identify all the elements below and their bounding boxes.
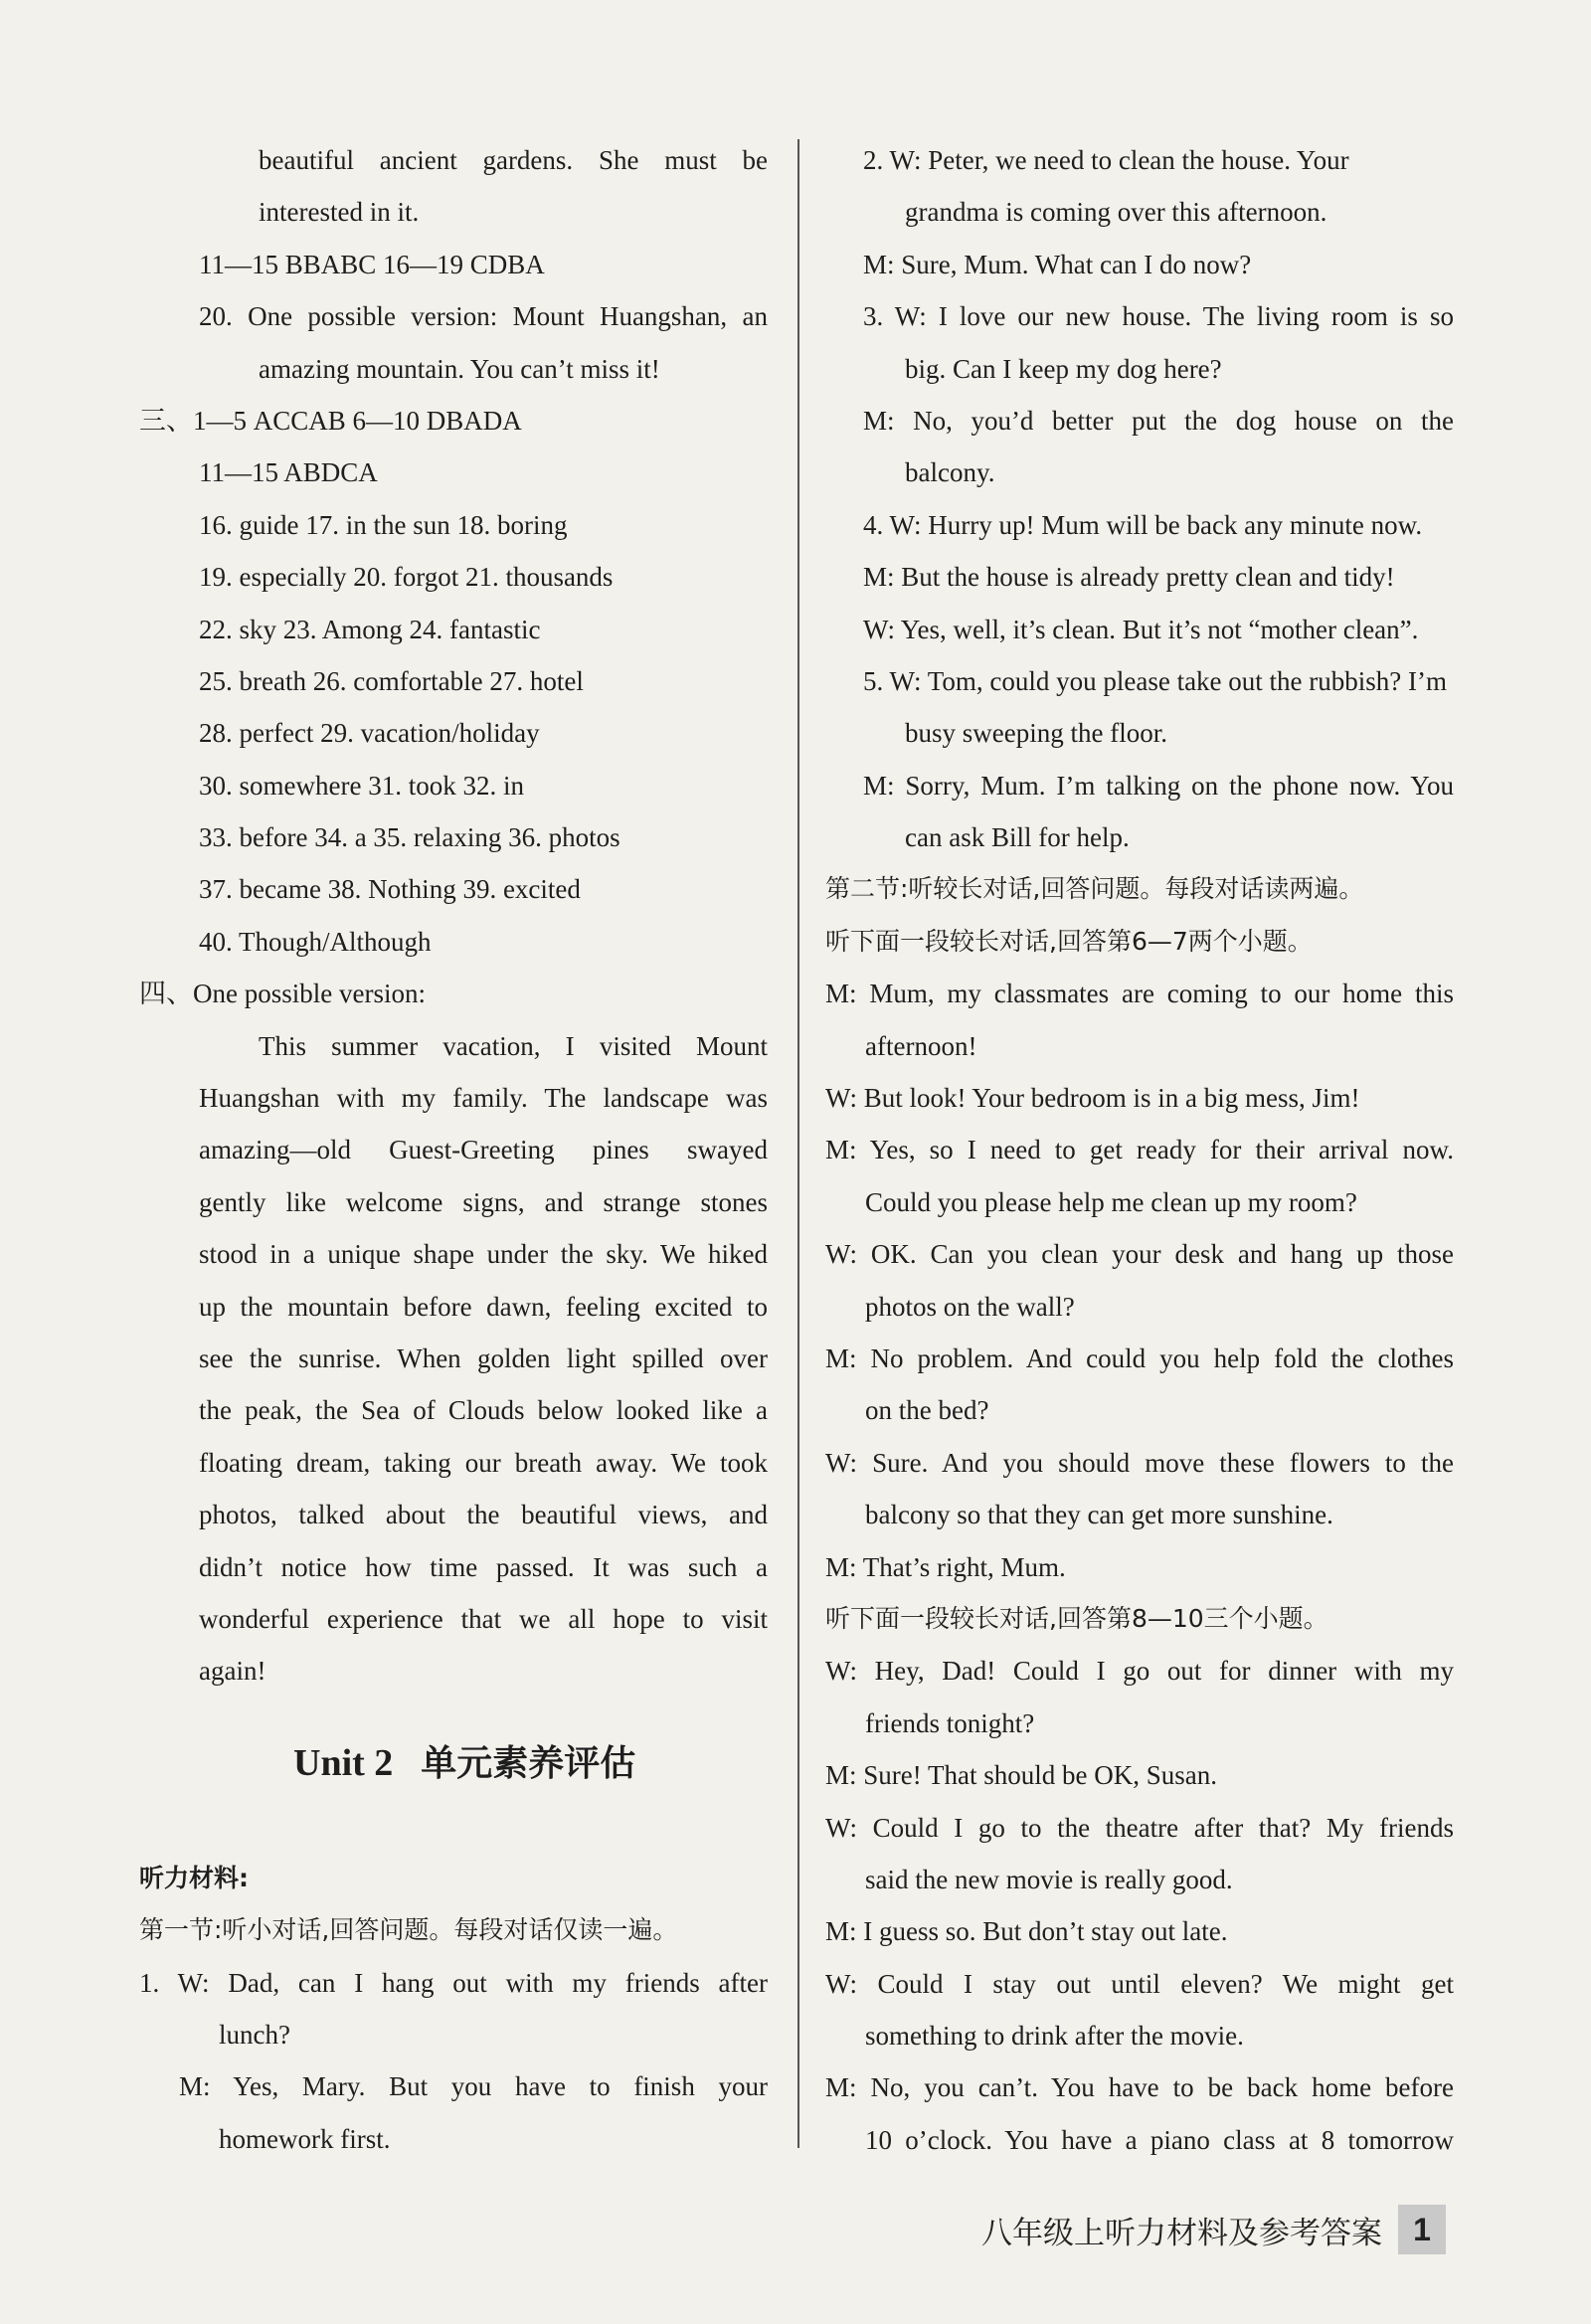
text-line: 2. W: Peter, we need to clean the house. Your bbox=[863, 145, 1349, 175]
text-line: balcony so that they can get more sunshine. bbox=[865, 1500, 1333, 1530]
text-line: photos, talked about the beautiful views, and bbox=[199, 1500, 768, 1530]
text-line: 第一节:听小对话,回答问题。每段对话仅读一遍。 bbox=[139, 1915, 678, 1945]
text-line: 33. before 34. a 35. relaxing 36. photos bbox=[199, 822, 620, 853]
text-line: 30. somewhere 31. took 32. in bbox=[199, 770, 524, 801]
text-line: something to drink after the movie. bbox=[865, 2021, 1244, 2052]
text-line: afternoon! bbox=[865, 1030, 977, 1061]
text-line: up the mountain before dawn, feeling excited to bbox=[199, 1291, 768, 1322]
text-line: 四、One possible version: bbox=[139, 979, 426, 1009]
text-line: W: Yes, well, it’s clean. But it’s not “mother clean”. bbox=[863, 614, 1419, 644]
text-line: 听下面一段较长对话,回答第6—7两个小题。 bbox=[825, 926, 1313, 956]
text-line: on the bed? bbox=[865, 1395, 989, 1426]
text-line: said the new movie is really good. bbox=[865, 1864, 1233, 1894]
text-line: 听力材料: bbox=[139, 1863, 249, 1892]
text-line: 三、1—5 ACCAB 6—10 DBADA bbox=[139, 405, 522, 436]
text-line: W: But look! Your bedroom is in a big mess, Jim! bbox=[825, 1083, 1360, 1114]
text-line: M: No problem. And could you help fold the clothes bbox=[825, 1342, 1454, 1373]
text-line: 听下面一段较长对话,回答第8—10三个小题。 bbox=[825, 1603, 1328, 1633]
text-line: M: Mum, my classmates are coming to our home this bbox=[825, 979, 1454, 1009]
text-line: M: Sure! That should be OK, Susan. bbox=[825, 1760, 1217, 1791]
text-line: 20. One possible version: Mount Huangshan, an bbox=[199, 301, 768, 332]
text-line: 10 o’clock. You have a piano class at 8 tomorrow bbox=[865, 2124, 1454, 2155]
text-line: W: Could I go to the theatre after that? My friends bbox=[825, 1812, 1454, 1843]
text-line: amazing mountain. You can’t miss it! bbox=[259, 353, 660, 384]
text-line: 22. sky 23. Among 24. fantastic bbox=[199, 614, 541, 644]
text-line: 16. guide 17. in the sun 18. boring bbox=[199, 509, 568, 540]
unit-heading-block bbox=[139, 1698, 768, 1853]
text-line: Huangshan with my family. The landscape was bbox=[199, 1083, 768, 1114]
text-line: 3. W: I love our new house. The living room is so bbox=[863, 301, 1454, 332]
text-line: M: That’s right, Mum. bbox=[825, 1551, 1066, 1582]
text-line: M: Sure, Mum. What can I do now? bbox=[863, 249, 1252, 279]
text-line: gently like welcome signs, and strange stones bbox=[199, 1186, 768, 1217]
text-line: 11—15 ABDCA bbox=[199, 457, 378, 488]
column-divider bbox=[797, 139, 799, 2148]
text-line: M: Yes, so I need to get ready for their arrival now. bbox=[825, 1135, 1454, 1165]
text-line: beautiful ancient gardens. She must be bbox=[259, 145, 768, 175]
text-line: 5. W: Tom, could you please take out the rubbish? I’m bbox=[863, 665, 1447, 696]
text-line: W: Hey, Dad! Could I go out for dinner with my bbox=[825, 1656, 1454, 1687]
text-line: 28. perfect 29. vacation/holiday bbox=[199, 718, 540, 749]
text-line: interested in it. bbox=[259, 197, 420, 228]
text-line: again! bbox=[199, 1656, 266, 1687]
text-line: can ask Bill for help. bbox=[905, 822, 1130, 853]
text-line: homework first. bbox=[219, 2123, 391, 2154]
text-line: balcony. bbox=[905, 457, 995, 488]
text-line: M: Sorry, Mum. I’m talking on the phone now. You bbox=[863, 770, 1454, 801]
text-line: Could you please help me clean up my room? bbox=[865, 1186, 1357, 1217]
text-line: 37. became 38. Nothing 39. excited bbox=[199, 874, 581, 905]
text-line: 4. W: Hurry up! Mum will be back any minute now. bbox=[863, 509, 1423, 540]
text-line: W: Sure. And you should move these flowers to the bbox=[825, 1447, 1454, 1478]
unit-heading-en: Unit 2 bbox=[293, 1741, 394, 1784]
text-line: amazing—old Guest-Greeting pines swayed bbox=[199, 1135, 768, 1165]
text-line: This summer vacation, I visited Mount bbox=[259, 1030, 768, 1061]
unit-heading-zh: 单元素养评估 bbox=[421, 1742, 636, 1784]
text-line: 40. Though/Although bbox=[199, 926, 432, 957]
text-line: M: No, you can’t. You have to be back home before bbox=[825, 2072, 1454, 2103]
right-column bbox=[825, 134, 1454, 2166]
text-line: wonderful experience that we all hope to visit bbox=[199, 1603, 768, 1634]
text-line: M: Yes, Mary. But you have to finish your bbox=[179, 2071, 768, 2102]
text-line: W: Could I stay out until eleven? We might get bbox=[825, 1968, 1454, 1999]
text-line: friends tonight? bbox=[865, 1707, 1035, 1738]
text-line: M: No, you’d better put the dog house on the bbox=[863, 405, 1454, 436]
text-line: photos on the wall? bbox=[865, 1291, 1075, 1322]
text-line: 1. W: Dad, can I hang out with my friends after bbox=[139, 1967, 768, 1998]
page-footer bbox=[981, 2205, 1446, 2254]
text-line: the peak, the Sea of Clouds below looked like a bbox=[199, 1395, 768, 1426]
text-line: grandma is coming over this afternoon. bbox=[905, 197, 1327, 228]
page-number: 1 bbox=[1398, 2205, 1446, 2254]
text-line: busy sweeping the floor. bbox=[905, 718, 1167, 749]
text-line: stood in a unique shape under the sky. We hiked bbox=[199, 1239, 768, 1270]
text-line: see the sunrise. When golden light spilled over bbox=[199, 1342, 768, 1373]
text-line: M: I guess so. But don’t stay out late. bbox=[825, 1916, 1228, 1947]
text-line: W: OK. Can you clean your desk and hang up those bbox=[825, 1239, 1454, 1270]
text-line: floating dream, taking our breath away. We took bbox=[199, 1447, 768, 1478]
text-line: lunch? bbox=[219, 2019, 290, 2050]
text-line: 19. especially 20. forgot 21. thousands bbox=[199, 562, 614, 593]
text-line: M: But the house is already pretty clean and tidy! bbox=[863, 562, 1395, 593]
text-line: 第二节:听较长对话,回答问题。每段对话读两遍。 bbox=[825, 874, 1364, 904]
unit-heading bbox=[293, 1735, 635, 1786]
left-column bbox=[139, 134, 768, 2165]
text-line: 25. breath 26. comfortable 27. hotel bbox=[199, 665, 584, 696]
footer-title: 八年级上听力材料及参考答案 bbox=[981, 2215, 1382, 2251]
text-line: big. Can I keep my dog here? bbox=[905, 353, 1222, 384]
text-line: 11—15 BBABC 16—19 CDBA bbox=[199, 249, 545, 279]
text-line: didn’t notice how time passed. It was such a bbox=[199, 1551, 768, 1582]
